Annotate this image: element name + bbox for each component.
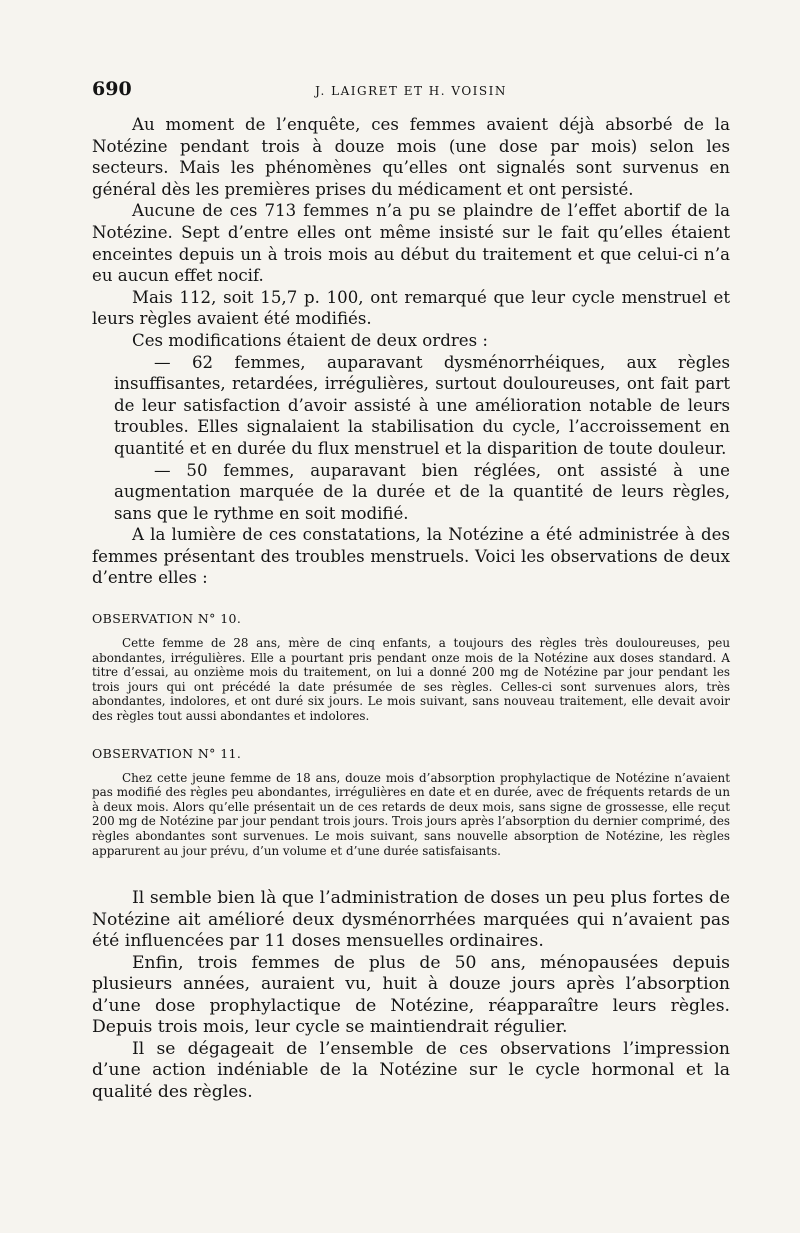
list-item: — 50 femmes, auparavant bien réglées, ont assisté à une augmentation marquée de la durée et de la quantité de leurs règles, sans que le rythme en soit modifié. [114,460,730,523]
paragraph: A la lumière de ces constatations, la Notézine a été administrée à des femmes présentant des troubles menstruels. Voici les observations de deux d’entre elles : [92,525,730,588]
paragraph: Il semble bien là que l’administration de doses un peu plus fortes de Notézine ait amélioré deux dysménorrhées marquées qui n’avaient pas été influencées par 11 doses mensuelles ordinaires. [92,888,730,952]
paragraph: Aucune de ces 713 femmes n’a pu se plaindre de l’effet abortif de la Notézine. Sept d’entre elles ont même insisté sur le fait qu’elles étaient enceintes depuis un à trois mois au début du traitement et que celui-ci n’a eu aucun effet nocif. [92,201,730,286]
paragraph: Enfin, trois femmes de plus de 50 ans, ménopausées depuis plusieurs années, auraient vu, huit à douze jours après l’absorption d’une dose prophylactique de Notézine, réapparaître leurs règles. Depuis trois mois, leur cycle se maintiendrait régulier. [92,952,730,1038]
running-head-authors: J. LAIGRET ET H. VOISIN [315,84,507,98]
observation-text: Chez cette jeune femme de 18 ans, douze mois d’absorption prophylactique de Notézine n’avaient pas modifié des règles peu abondantes, irrégulières en date et en durée, avec de fréquents retards de un à deux mois. Alors qu’elle présentait un de ces retards de deux mois, sans signe de grossesse, elle reçut 200 mg de Notézine par jour pendant trois jours. Trois jours après l’absorption du dernier comprimé, des règles abondantes sont survenues. Le mois suivant, sans nouvelle absorption de Notézine, les règles apparurent au jour prévu, d’un volume et d’une durée satisfaisants. [92,770,731,858]
page-number: 690 [92,78,132,100]
paragraph: Mais 112, soit 15,7 p. 100, ont remarqué que leur cycle menstruel et leurs règles avaient été modifiés. [92,287,730,329]
observation-10 [92,611,730,724]
intro-section [92,114,730,589]
conclusion-section [92,888,730,1103]
paragraph: Au moment de l’enquête, ces femmes avaient déjà absorbé de la Notézine pendant trois à douze mois (une dose par mois) selon les secteurs. Mais les phénomènes qu’elles ont signalés sont survenus en général dès les premières prises du médicament et ont persisté. [92,115,730,199]
paragraph: Ces modifications étaient de deux ordres : [132,330,488,350]
page [92,78,730,1103]
observation-heading: OBSERVATION N° 11. [92,745,242,761]
observation-text: Cette femme de 28 ans, mère de cinq enfants, a toujours des règles très douloureuses, peu abondantes, irrégulières. Elle a pourtant pris pendant onze mois de la Notézine aux doses standard. A titre d’essai, au onzième mois du traitement, on lui a donné 200 mg de Notézine par jour pendant les trois jours qui ont précédé la date présumée de ses règles. Celles-ci sont survenues alors, très abondantes, indolores, et ont duré six jours. Le mois suivant, sans nouveau traitement, elle devait avoir des règles tout aussi abondantes et indolores. [92,636,730,724]
running-header [92,78,730,102]
observation-11 [92,746,730,859]
list-item: — 62 femmes, auparavant dysménorrhéiques, aux règles insuffisantes, retardées, irrégulières, surtout douloureuses, ont fait part de leur satisfaction d’avoir assisté à une amélioration notable de leurs troubles. Elles signalaient la stabilisation du cycle, l’accroissement en quantité et en durée du flux menstruel et la disparition de toute douleur. [114,352,730,458]
observation-heading: OBSERVATION N° 10. [92,611,242,627]
paragraph: Il se dégageait de l’ensemble de ces observations l’impression d’une action indéniable de la Notézine sur le cycle hormonal et la qualité des règles. [92,1038,730,1102]
